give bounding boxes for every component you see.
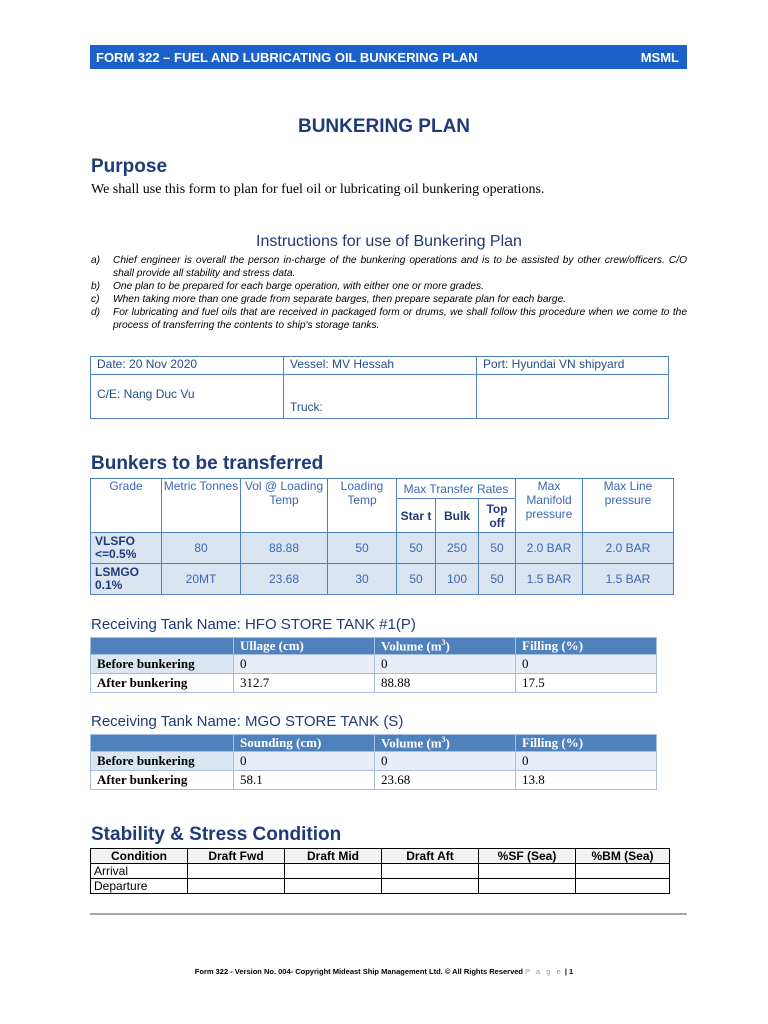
sounding-cell[interactable]: 58.1 — [234, 771, 375, 790]
volume-cell[interactable]: 23.68 — [375, 771, 516, 790]
filling-cell[interactable]: 0 — [516, 655, 657, 674]
instruction-marker: d) — [91, 307, 101, 318]
tank1-col-volume-label: Volume (m — [381, 638, 442, 654]
tank2-heading: Receiving Tank Name: MGO STORE TANK (S) — [91, 713, 404, 730]
bunkers-heading: Bunkers to be transferred — [91, 453, 324, 474]
col-line-pressure: Max Line pressure — [583, 479, 674, 533]
ullage-cell[interactable]: 312.7 — [234, 674, 375, 693]
bm-cell[interactable] — [576, 864, 670, 879]
form-header-bar — [90, 45, 687, 69]
filling-cell[interactable]: 13.8 — [516, 771, 657, 790]
date-field[interactable]: Date: 20 Nov 2020 — [91, 357, 284, 375]
footer-page-number: | 1 — [564, 967, 574, 976]
col-condition: Condition — [91, 849, 188, 864]
bunkers-table — [90, 478, 674, 595]
tank2-col-volume — [375, 735, 516, 752]
bm-cell[interactable] — [576, 879, 670, 894]
form-title: FORM 322 – FUEL AND LUBRICATING OIL BUNKERING PLAN — [96, 50, 478, 65]
instruction-marker: a) — [91, 255, 101, 266]
tank2-col-sounding: Sounding (cm) — [234, 735, 375, 752]
table-row — [91, 674, 657, 693]
draft-mid-cell[interactable] — [285, 864, 382, 879]
table-row — [91, 864, 670, 879]
grade-cell: VLSFO <=0.5% — [91, 533, 162, 564]
tank1-col-volume — [375, 638, 516, 655]
volume-cell[interactable]: 0 — [375, 752, 516, 771]
col-volume: Vol @ Loading Temp — [241, 479, 328, 533]
instruction-item — [91, 293, 687, 306]
bunker-row — [91, 564, 674, 595]
tank1-col-volume-close: ) — [445, 638, 450, 654]
grade-cell: LSMGO 0.1% — [91, 564, 162, 595]
col-draft-fwd: Draft Fwd — [188, 849, 285, 864]
draft-fwd-cell[interactable] — [188, 879, 285, 894]
instruction-text: For lubricating and fuel oils that are received in packaged form or drums, we shall follow this procedure when we come to the process of transferring the contents to ship's storage tanks. — [113, 307, 687, 331]
start-rate-cell: 50 — [397, 533, 436, 564]
col-sf-sea: %SF (Sea) — [479, 849, 576, 864]
draft-mid-cell[interactable] — [285, 879, 382, 894]
draft-fwd-cell[interactable] — [188, 864, 285, 879]
col-draft-mid: Draft Mid — [285, 849, 382, 864]
volume-cell: 88.88 — [241, 533, 328, 564]
filling-cell[interactable]: 0 — [516, 752, 657, 771]
instruction-item — [91, 280, 687, 293]
chief-engineer-field[interactable]: C/E: Nang Duc Vu — [91, 375, 284, 419]
tank2-header-blank — [91, 735, 234, 752]
tank1-table — [90, 637, 657, 693]
col-max-transfer: Max Transfer Rates — [397, 479, 516, 499]
start-rate-cell: 50 — [397, 564, 436, 595]
col-metric-tonnes: Metric Tonnes — [162, 479, 241, 533]
sounding-cell[interactable]: 0 — [234, 752, 375, 771]
col-start: Star t — [397, 499, 436, 533]
temp-cell: 30 — [328, 564, 397, 595]
volume-cell: 23.68 — [241, 564, 328, 595]
tank1-col-filling: Filling (%) — [516, 638, 657, 655]
tank2-col-volume-close: ) — [445, 735, 450, 751]
tank1-col-ullage: Ullage (cm) — [234, 638, 375, 655]
col-draft-aft: Draft Aft — [382, 849, 479, 864]
metric-tonnes-cell: 80 — [162, 533, 241, 564]
footer-text: Form 322 - Version No. 004- Copyright Mideast Ship Management Ltd. © All Rights Reserved — [194, 967, 524, 976]
tank2-table — [90, 734, 657, 790]
top-off-rate-cell: 50 — [479, 564, 516, 595]
tank2-col-volume-label: Volume (m — [381, 735, 442, 751]
metric-tonnes-cell: 20MT — [162, 564, 241, 595]
tank1-heading: Receiving Tank Name: HFO STORE TANK #1(P) — [91, 616, 416, 633]
instructions-list — [91, 254, 687, 332]
instruction-item — [91, 306, 687, 332]
row-label: Before bunkering — [91, 655, 234, 674]
filling-cell[interactable]: 17.5 — [516, 674, 657, 693]
table-row — [91, 655, 657, 674]
bunker-row — [91, 533, 674, 564]
instruction-marker: b) — [91, 281, 101, 292]
instruction-item — [91, 254, 687, 280]
ullage-cell[interactable]: 0 — [234, 655, 375, 674]
manifold-cell: 1.5 BAR — [516, 564, 583, 595]
draft-aft-cell[interactable] — [382, 864, 479, 879]
col-bulk: Bulk — [436, 499, 479, 533]
instruction-text: When taking more than one grade from separate barges, then prepare separate plan for each barge. — [113, 294, 567, 305]
row-label: After bunkering — [91, 771, 234, 790]
line-pressure-cell: 1.5 BAR — [583, 564, 674, 595]
footer-page-label: P a g e — [525, 967, 563, 976]
footer — [0, 967, 768, 976]
draft-aft-cell[interactable] — [382, 879, 479, 894]
purpose-text: We shall use this form to plan for fuel oil or lubricating oil bunkering operations. — [91, 182, 545, 197]
sf-cell[interactable] — [479, 864, 576, 879]
table-row — [91, 752, 657, 771]
temp-cell: 50 — [328, 533, 397, 564]
col-top-off: Top off — [479, 499, 516, 533]
instruction-marker: c) — [91, 294, 100, 305]
info-blank-field[interactable] — [477, 375, 669, 419]
bulk-rate-cell: 100 — [436, 564, 479, 595]
table-row — [91, 771, 657, 790]
stability-table — [90, 848, 670, 894]
footer-divider — [90, 913, 687, 915]
col-loading-temp: Loading Temp — [328, 479, 397, 533]
tank1-header-blank — [91, 638, 234, 655]
instructions-heading: Instructions for use of Bunkering Plan — [256, 233, 522, 250]
bulk-rate-cell: 250 — [436, 533, 479, 564]
truck-field[interactable]: Truck: — [284, 375, 477, 419]
line-pressure-cell: 2.0 BAR — [583, 533, 674, 564]
instruction-text: One plan to be prepared for each barge operation, with either one or more grades. — [113, 281, 484, 292]
volume-cell[interactable]: 0 — [375, 655, 516, 674]
company-code: MSML — [640, 50, 679, 65]
col-grade: Grade — [91, 479, 162, 533]
tank1-col-volume-sup: 3 — [441, 638, 446, 647]
volume-cell[interactable]: 88.88 — [375, 674, 516, 693]
tank2-col-volume-sup: 3 — [441, 735, 446, 744]
stability-heading: Stability & Stress Condition — [91, 824, 342, 845]
instruction-text: Chief engineer is overall the person in-charge of the bunkering operations and is to be assisted by other crew/officers. C/O shall provide all stability and stress data. — [113, 255, 687, 279]
top-off-rate-cell: 50 — [479, 533, 516, 564]
row-label: Before bunkering — [91, 752, 234, 771]
condition-label: Departure — [91, 879, 188, 894]
table-row — [91, 879, 670, 894]
tank2-col-filling: Filling (%) — [516, 735, 657, 752]
vessel-info-table — [90, 356, 669, 419]
col-manifold: Max Manifold pressure — [516, 479, 583, 533]
page-title: BUNKERING PLAN — [297, 116, 471, 137]
manifold-cell: 2.0 BAR — [516, 533, 583, 564]
col-bm-sea: %BM (Sea) — [576, 849, 670, 864]
sf-cell[interactable] — [479, 879, 576, 894]
vessel-field[interactable]: Vessel: MV Hessah — [284, 357, 477, 375]
port-field[interactable]: Port: Hyundai VN shipyard — [477, 357, 669, 375]
condition-label: Arrival — [91, 864, 188, 879]
purpose-heading: Purpose — [91, 156, 168, 177]
row-label: After bunkering — [91, 674, 234, 693]
